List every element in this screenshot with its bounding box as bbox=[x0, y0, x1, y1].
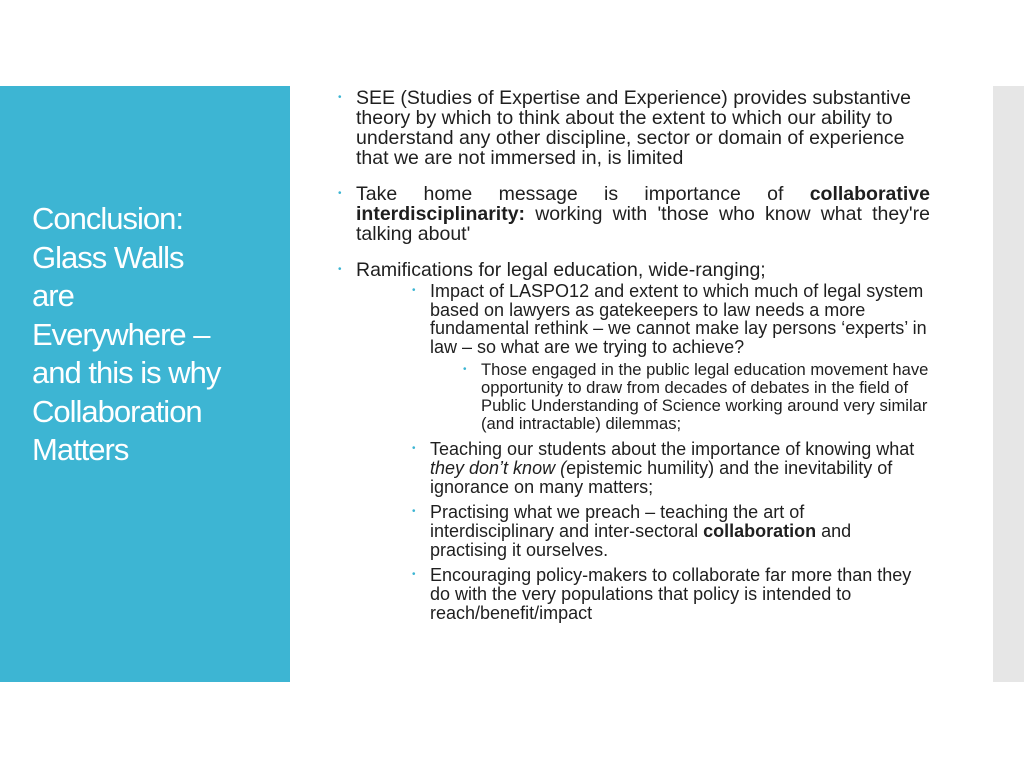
bold-text: collaboration bbox=[703, 521, 817, 541]
bullet-see bbox=[338, 88, 930, 168]
bullet-text: Ramifications for legal education, wide-ranging; bbox=[356, 259, 766, 281]
bullet-icon: • bbox=[338, 264, 342, 275]
title-line: Matters bbox=[32, 432, 129, 467]
sub-bullet-encouraging bbox=[374, 566, 930, 622]
bullet-take-home bbox=[338, 184, 930, 244]
bullet-text: Teaching our students about the importance of knowing what bbox=[430, 439, 915, 460]
title-line: are bbox=[32, 278, 74, 313]
decorative-strip bbox=[993, 86, 1024, 682]
sub-bullet-laspo bbox=[374, 282, 930, 433]
sub-sub-bullet-list bbox=[374, 361, 930, 433]
bullet-list bbox=[338, 88, 930, 623]
bullet-text: epistemic humility) and the inevitability of ignorance on many matters; bbox=[430, 457, 893, 497]
sub-bullet-teaching bbox=[374, 440, 930, 496]
bullet-icon: • bbox=[412, 569, 416, 581]
bold-text: collaborative interdisciplinarity: bbox=[356, 183, 930, 225]
bullet-icon: • bbox=[338, 188, 342, 199]
slide-title bbox=[32, 200, 282, 470]
title-line: Collaboration bbox=[32, 393, 202, 429]
sub-sub-bullet-public-legal bbox=[374, 361, 930, 433]
bullet-text: Encouraging policy-makers to collaborate far more than they do with the very populations that policy is intended to reach/benefit/impact bbox=[430, 565, 912, 623]
bullet-text: SEE (Studies of Expertise and Experience) provides substantive theory by which to think about the extent to which our ability to understand any other discipline, sector or domain of experience that we are not immersed in, is limited bbox=[356, 87, 911, 169]
sub-bullet-practising bbox=[374, 503, 930, 559]
bullet-text: Take home message is importance of bbox=[356, 183, 810, 205]
bullet-icon: • bbox=[463, 363, 467, 375]
slide-content bbox=[338, 88, 930, 639]
sub-bullet-list bbox=[356, 282, 930, 623]
title-line: Conclusion: bbox=[32, 201, 183, 236]
bullet-icon: • bbox=[338, 92, 342, 103]
bullet-text: working with 'those who know what they're talking about' bbox=[356, 203, 930, 245]
italic-text: they don’t know ( bbox=[430, 457, 567, 478]
bullet-icon: • bbox=[412, 285, 416, 296]
title-line: Glass Walls bbox=[32, 239, 184, 275]
bullet-ramifications bbox=[338, 260, 930, 623]
bullet-icon: • bbox=[412, 506, 416, 518]
bullet-text: Those engaged in the public legal education movement have opportunity to draw from decades of debates in the field of Public Understanding of Science working around very similar (and intractable) dilemmas; bbox=[481, 359, 929, 434]
bullet-text: Impact of LASPO12 and extent to which much of legal system based on lawyers as gatekeepers to law needs a more fundamental rethink – we cannot make lay persons ‘experts’ in law – so what are we trying to achieve? bbox=[430, 281, 927, 358]
bullet-text: Practising what we preach – teaching the art of interdisciplinary and inter-sectoral bbox=[430, 502, 805, 541]
bullet-icon: • bbox=[412, 443, 416, 455]
bullet-text: and practising it ourselves. bbox=[430, 521, 852, 560]
title-line: and this is why bbox=[32, 355, 221, 390]
title-line: Everywhere – bbox=[32, 316, 210, 352]
